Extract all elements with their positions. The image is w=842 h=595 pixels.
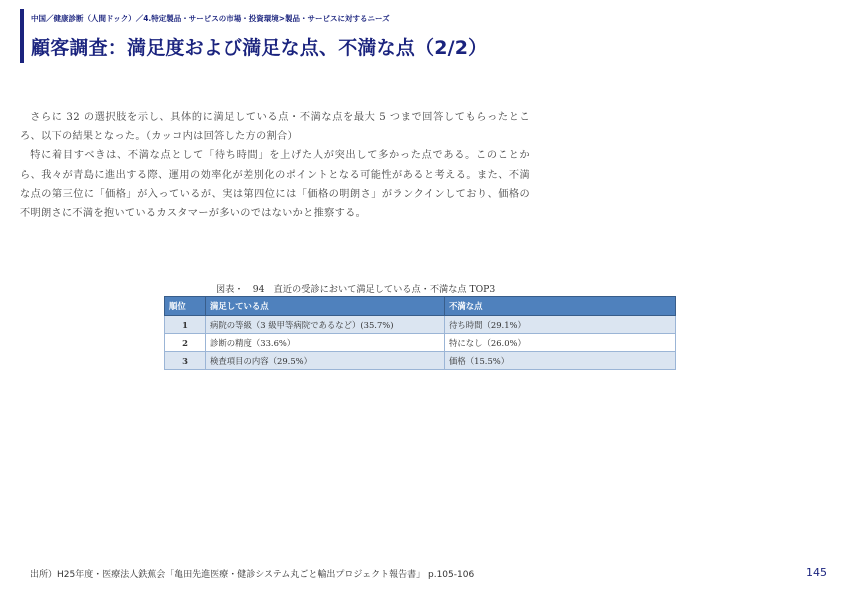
title-accent-bar xyxy=(20,9,24,63)
rank-cell: 2 xyxy=(165,334,206,352)
scanned-text-block xyxy=(20,108,530,223)
table-row xyxy=(165,352,676,370)
table-row xyxy=(165,334,676,352)
satisfied-cell: 診断の精度（33.6%） xyxy=(206,334,445,352)
source-note: 出所）H25年度・医療法人鉄蕉会「亀田先進医療・健診システム丸ごと輸出プロジェクト報告書」 p.105-106 xyxy=(30,570,475,580)
figure-caption: 図表・ 94 直近の受診において満足している点・不満な点 TOP3 xyxy=(216,284,496,295)
page-title: 顧客調査：満足度および満足な点、不満な点（2/2） xyxy=(31,37,488,59)
satisfied-cell: 検査項目の内容（29.5%） xyxy=(206,352,445,370)
header-unsatisfied: 不満な点 xyxy=(445,297,676,316)
header-rank: 順位 xyxy=(165,297,206,316)
unsatisfied-cell: 価格（15.5%） xyxy=(445,352,676,370)
page-number: 145 xyxy=(806,566,827,579)
rank-cell: 1 xyxy=(165,316,206,334)
rank-cell: 3 xyxy=(165,352,206,370)
breadcrumb: 中国／健康診断（人間ドック）／4.特定製品・サービスの市場・投資環境>製品・サービスに対するニーズ xyxy=(31,14,390,23)
unsatisfied-cell: 待ち時間（29.1%） xyxy=(445,316,676,334)
header-satisfied: 満足している点 xyxy=(206,297,445,316)
unsatisfied-cell: 特になし（26.0%） xyxy=(445,334,676,352)
satisfaction-table xyxy=(164,296,676,370)
body-paragraph-2: 特に着目すべきは、不満な点として「待ち時間」を上げた人が突出して多かった点である。このことから、我々が青島に進出する際、運用の効率化が差別化のポイントとなる可能性があると考える。また、不満な点の第三位に「価格」が入っているが、実は第四位には「価格の明朗さ」がランクインしており、価格の不明朗さに不満を抱いているカスタマーが多いのではないかと推察する。 xyxy=(20,150,530,220)
table-row xyxy=(165,316,676,334)
satisfied-cell: 病院の等級（3 級甲等病院であるなど）(35.7%) xyxy=(206,316,445,334)
table-header-row xyxy=(165,297,676,316)
body-paragraph-1: さらに 32 の選択肢を示し、具体的に満足している点・不満な点を最大 5 つまで回答してもらったところ、以下の結果となった。（カッコ内は回答した方の割合） xyxy=(20,112,530,143)
